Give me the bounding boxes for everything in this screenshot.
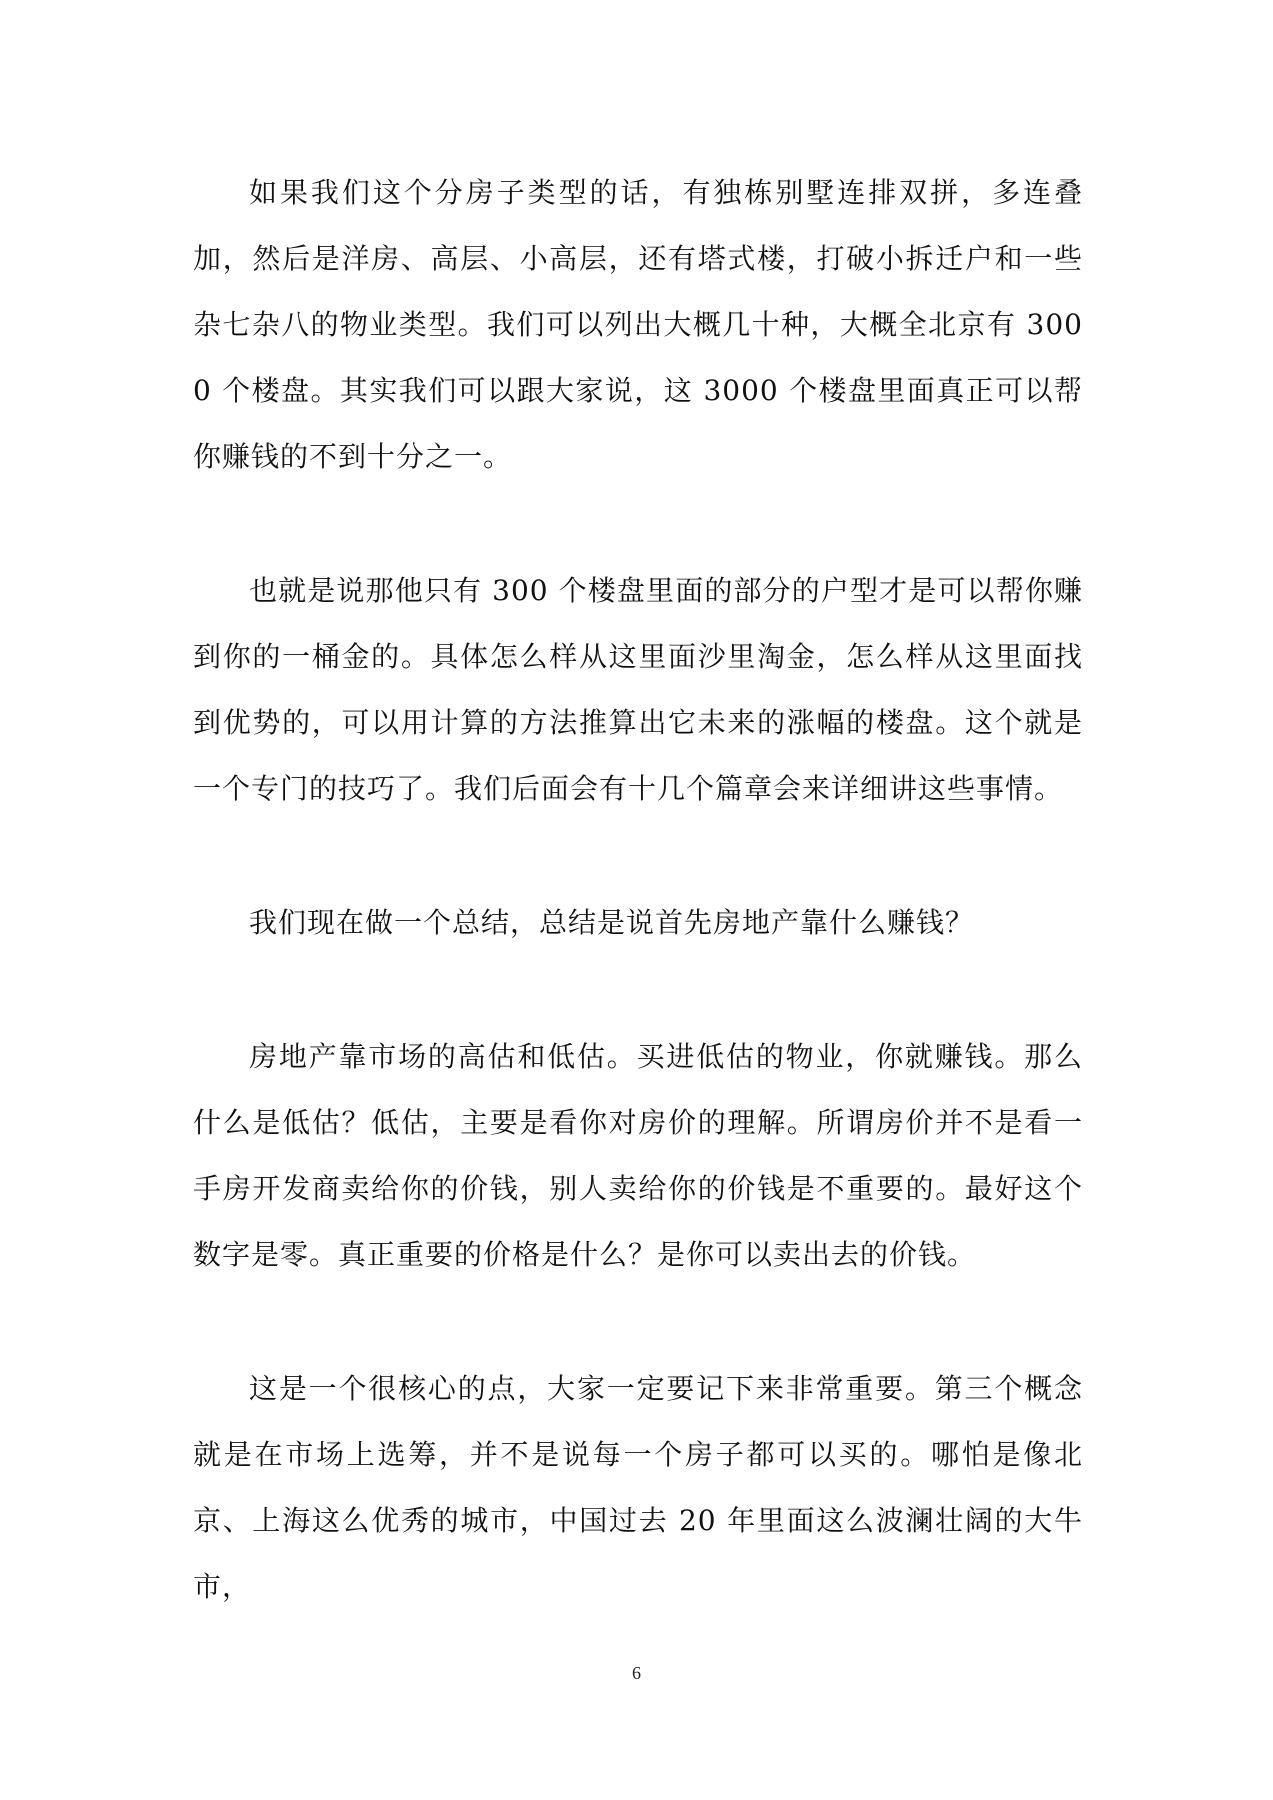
body-text: [193, 160, 1083, 1620]
page-number: 6: [632, 1663, 641, 1683]
paragraph-3: 我们现在做一个总结，总结是说首先房地产靠什么赚钱？: [249, 906, 975, 939]
paragraph-5: 这是一个很核心的点，大家一定要记下来非常重要。第三个概念就是在市场上选筹，并不是说每一个房子都可以买的。哪怕是像北京、上海这么优秀的城市，中国过去 20 年里面这么波澜壮阔的大牛市，: [193, 1372, 1083, 1603]
paragraph-4: 房地产靠市场的高估和低估。买进低估的物业，你就赚钱。那么什么是低估？低估，主要是看你对房价的理解。所谓房价并不是看一手房开发商卖给你的价钱，别人卖给你的价钱是不重要的。最好这个数字是零。真正重要的价格是什么？是你可以卖出去的价钱。: [193, 1040, 1083, 1271]
paragraph-2: 也就是说那他只有 300 个楼盘里面的部分的户型才是可以帮你赚到你的一桶金的。具体怎么样从这里面沙里淘金，怎么样从这里面找到优势的，可以用计算的方法推算出它未来的涨幅的楼盘。这个就是一个专门的技巧了。我们后面会有十几个篇章会来详细讲这些事情。: [193, 574, 1083, 805]
paragraph-1: 如果我们这个分房子类型的话，有独栋别墅连排双拼，多连叠加，然后是洋房、高层、小高层，还有塔式楼，打破小拆迁户和一些杂七杂八的物业类型。我们可以列出大概几十种，大概全北京有 3000 个楼盘。其实我们可以跟大家说，这 3000 个楼盘里面真正可以帮你赚钱的不到十分之一。: [193, 176, 1083, 473]
